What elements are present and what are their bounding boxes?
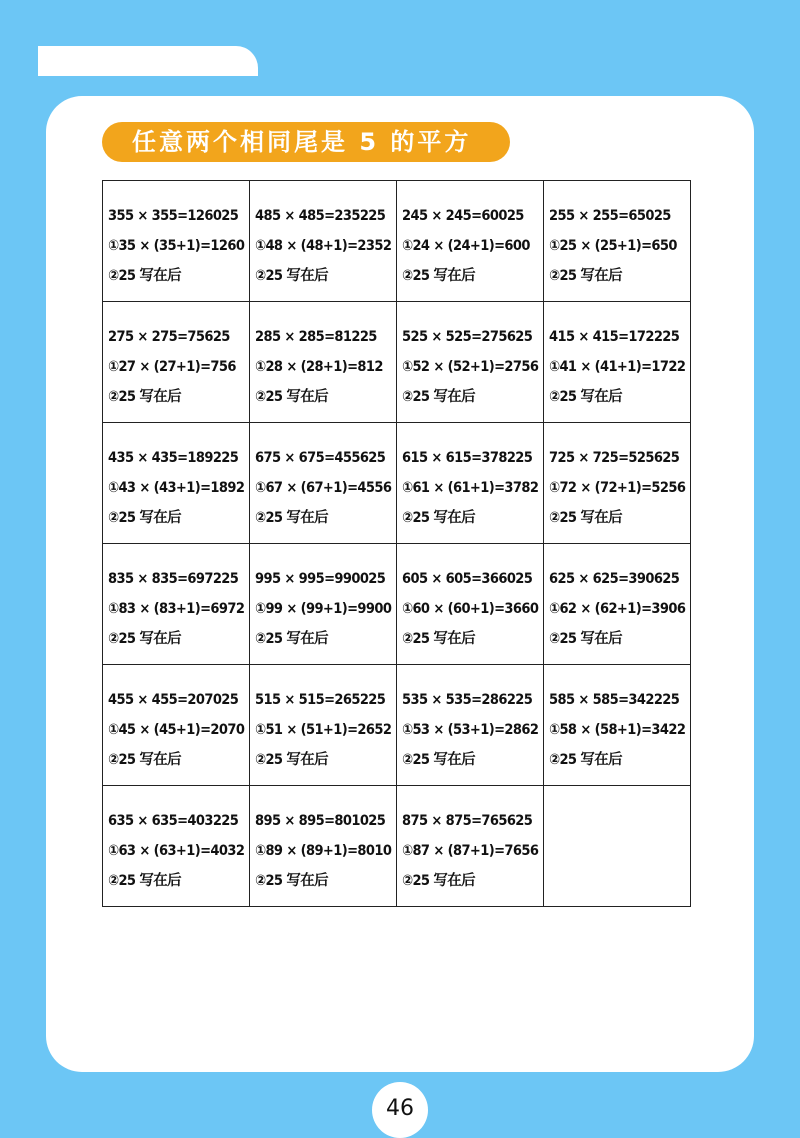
table-cell <box>397 786 544 907</box>
cell-step1: ①48 × (48+1)=2352 <box>255 238 392 254</box>
cell-equation: 635 × 635=403225 <box>108 813 239 829</box>
cell-step1: ①53 × (53+1)=2862 <box>402 722 539 738</box>
cell-step2: ②25 写在后 <box>108 752 182 768</box>
cell-step1: ①35 × (35+1)=1260 <box>108 238 245 254</box>
cell-step2: ②25 写在后 <box>255 752 329 768</box>
cell-step2: ②25 写在后 <box>549 752 623 768</box>
cell-step1: ①89 × (89+1)=8010 <box>255 843 392 859</box>
cell-step1: ①45 × (45+1)=2070 <box>108 722 245 738</box>
cell-equation: 415 × 415=172225 <box>549 329 680 345</box>
table-cell <box>250 786 397 907</box>
table-cell <box>250 423 397 544</box>
cell-equation: 515 × 515=265225 <box>255 692 386 708</box>
cell-step1: ①67 × (67+1)=4556 <box>255 480 392 496</box>
table-cell <box>103 786 250 907</box>
table-row <box>103 665 691 786</box>
cell-step2: ②25 写在后 <box>255 873 329 889</box>
table-cell-empty <box>544 786 691 907</box>
top-tab-decoration <box>38 46 258 76</box>
cell-step2: ②25 写在后 <box>108 510 182 526</box>
table-cell <box>544 181 691 302</box>
table-row <box>103 786 691 907</box>
table-cell <box>103 665 250 786</box>
table-cell <box>250 544 397 665</box>
table-cell <box>250 181 397 302</box>
page-title: 任意两个相同尾是 5 的平方 <box>102 122 510 162</box>
cell-step2: ②25 写在后 <box>402 752 476 768</box>
cell-step1: ①41 × (41+1)=1722 <box>549 359 686 375</box>
cell-equation: 875 × 875=765625 <box>402 813 533 829</box>
cell-step1: ①25 × (25+1)=650 <box>549 238 677 254</box>
cell-step1: ①99 × (99+1)=9900 <box>255 601 392 617</box>
cell-equation: 675 × 675=455625 <box>255 450 386 466</box>
cell-step2: ②25 写在后 <box>402 510 476 526</box>
cell-step1: ①72 × (72+1)=5256 <box>549 480 686 496</box>
page-number: 46 <box>372 1082 428 1138</box>
cell-equation: 895 × 895=801025 <box>255 813 386 829</box>
cell-equation: 245 × 245=60025 <box>402 208 524 224</box>
cell-equation: 535 × 535=286225 <box>402 692 533 708</box>
cell-step2: ②25 写在后 <box>549 510 623 526</box>
cell-step2: ②25 写在后 <box>402 389 476 405</box>
table-cell <box>544 665 691 786</box>
cell-step2: ②25 写在后 <box>549 631 623 647</box>
cell-equation: 835 × 835=697225 <box>108 571 239 587</box>
cell-equation: 285 × 285=81225 <box>255 329 377 345</box>
cell-step2: ②25 写在后 <box>402 873 476 889</box>
cell-step1: ①83 × (83+1)=6972 <box>108 601 245 617</box>
cell-step2: ②25 写在后 <box>549 268 623 284</box>
cell-step1: ①62 × (62+1)=3906 <box>549 601 686 617</box>
cell-step2: ②25 写在后 <box>108 268 182 284</box>
cell-step1: ①63 × (63+1)=4032 <box>108 843 245 859</box>
cell-step2: ②25 写在后 <box>255 631 329 647</box>
cell-equation: 355 × 355=126025 <box>108 208 239 224</box>
cell-step1: ①27 × (27+1)=756 <box>108 359 236 375</box>
table-cell <box>250 302 397 423</box>
table-cell <box>250 665 397 786</box>
table-cell <box>544 423 691 544</box>
cell-equation: 605 × 605=366025 <box>402 571 533 587</box>
cell-step2: ②25 写在后 <box>402 268 476 284</box>
table-cell <box>103 302 250 423</box>
cell-step2: ②25 写在后 <box>108 873 182 889</box>
cell-equation: 585 × 585=342225 <box>549 692 680 708</box>
cell-equation: 435 × 435=189225 <box>108 450 239 466</box>
cell-equation: 995 × 995=990025 <box>255 571 386 587</box>
table-row <box>103 302 691 423</box>
cell-equation: 255 × 255=65025 <box>549 208 671 224</box>
table-cell <box>544 302 691 423</box>
cell-step1: ①61 × (61+1)=3782 <box>402 480 539 496</box>
squares-table <box>102 180 691 907</box>
cell-step2: ②25 写在后 <box>108 631 182 647</box>
cell-equation: 275 × 275=75625 <box>108 329 230 345</box>
cell-step2: ②25 写在后 <box>549 389 623 405</box>
cell-step1: ①52 × (52+1)=2756 <box>402 359 539 375</box>
table-row <box>103 423 691 544</box>
cell-step1: ①28 × (28+1)=812 <box>255 359 383 375</box>
cell-step2: ②25 写在后 <box>255 268 329 284</box>
cell-step1: ①51 × (51+1)=2652 <box>255 722 392 738</box>
cell-equation: 525 × 525=275625 <box>402 329 533 345</box>
cell-step2: ②25 写在后 <box>255 389 329 405</box>
cell-step2: ②25 写在后 <box>108 389 182 405</box>
table-cell <box>397 181 544 302</box>
cell-step1: ①60 × (60+1)=3660 <box>402 601 539 617</box>
cell-step1: ①43 × (43+1)=1892 <box>108 480 245 496</box>
cell-step2: ②25 写在后 <box>255 510 329 526</box>
table-cell <box>103 423 250 544</box>
table-row <box>103 544 691 665</box>
table-cell <box>397 423 544 544</box>
table-cell <box>103 544 250 665</box>
table-row <box>103 181 691 302</box>
cell-step1: ①87 × (87+1)=7656 <box>402 843 539 859</box>
table-cell <box>103 181 250 302</box>
cell-equation: 455 × 455=207025 <box>108 692 239 708</box>
cell-equation: 725 × 725=525625 <box>549 450 680 466</box>
cell-equation: 615 × 615=378225 <box>402 450 533 466</box>
cell-equation: 625 × 625=390625 <box>549 571 680 587</box>
table-cell <box>397 665 544 786</box>
cell-step1: ①58 × (58+1)=3422 <box>549 722 686 738</box>
cell-equation: 485 × 485=235225 <box>255 208 386 224</box>
cell-step2: ②25 写在后 <box>402 631 476 647</box>
cell-step1: ①24 × (24+1)=600 <box>402 238 530 254</box>
table-cell <box>397 544 544 665</box>
table-cell <box>397 302 544 423</box>
table-cell <box>544 544 691 665</box>
